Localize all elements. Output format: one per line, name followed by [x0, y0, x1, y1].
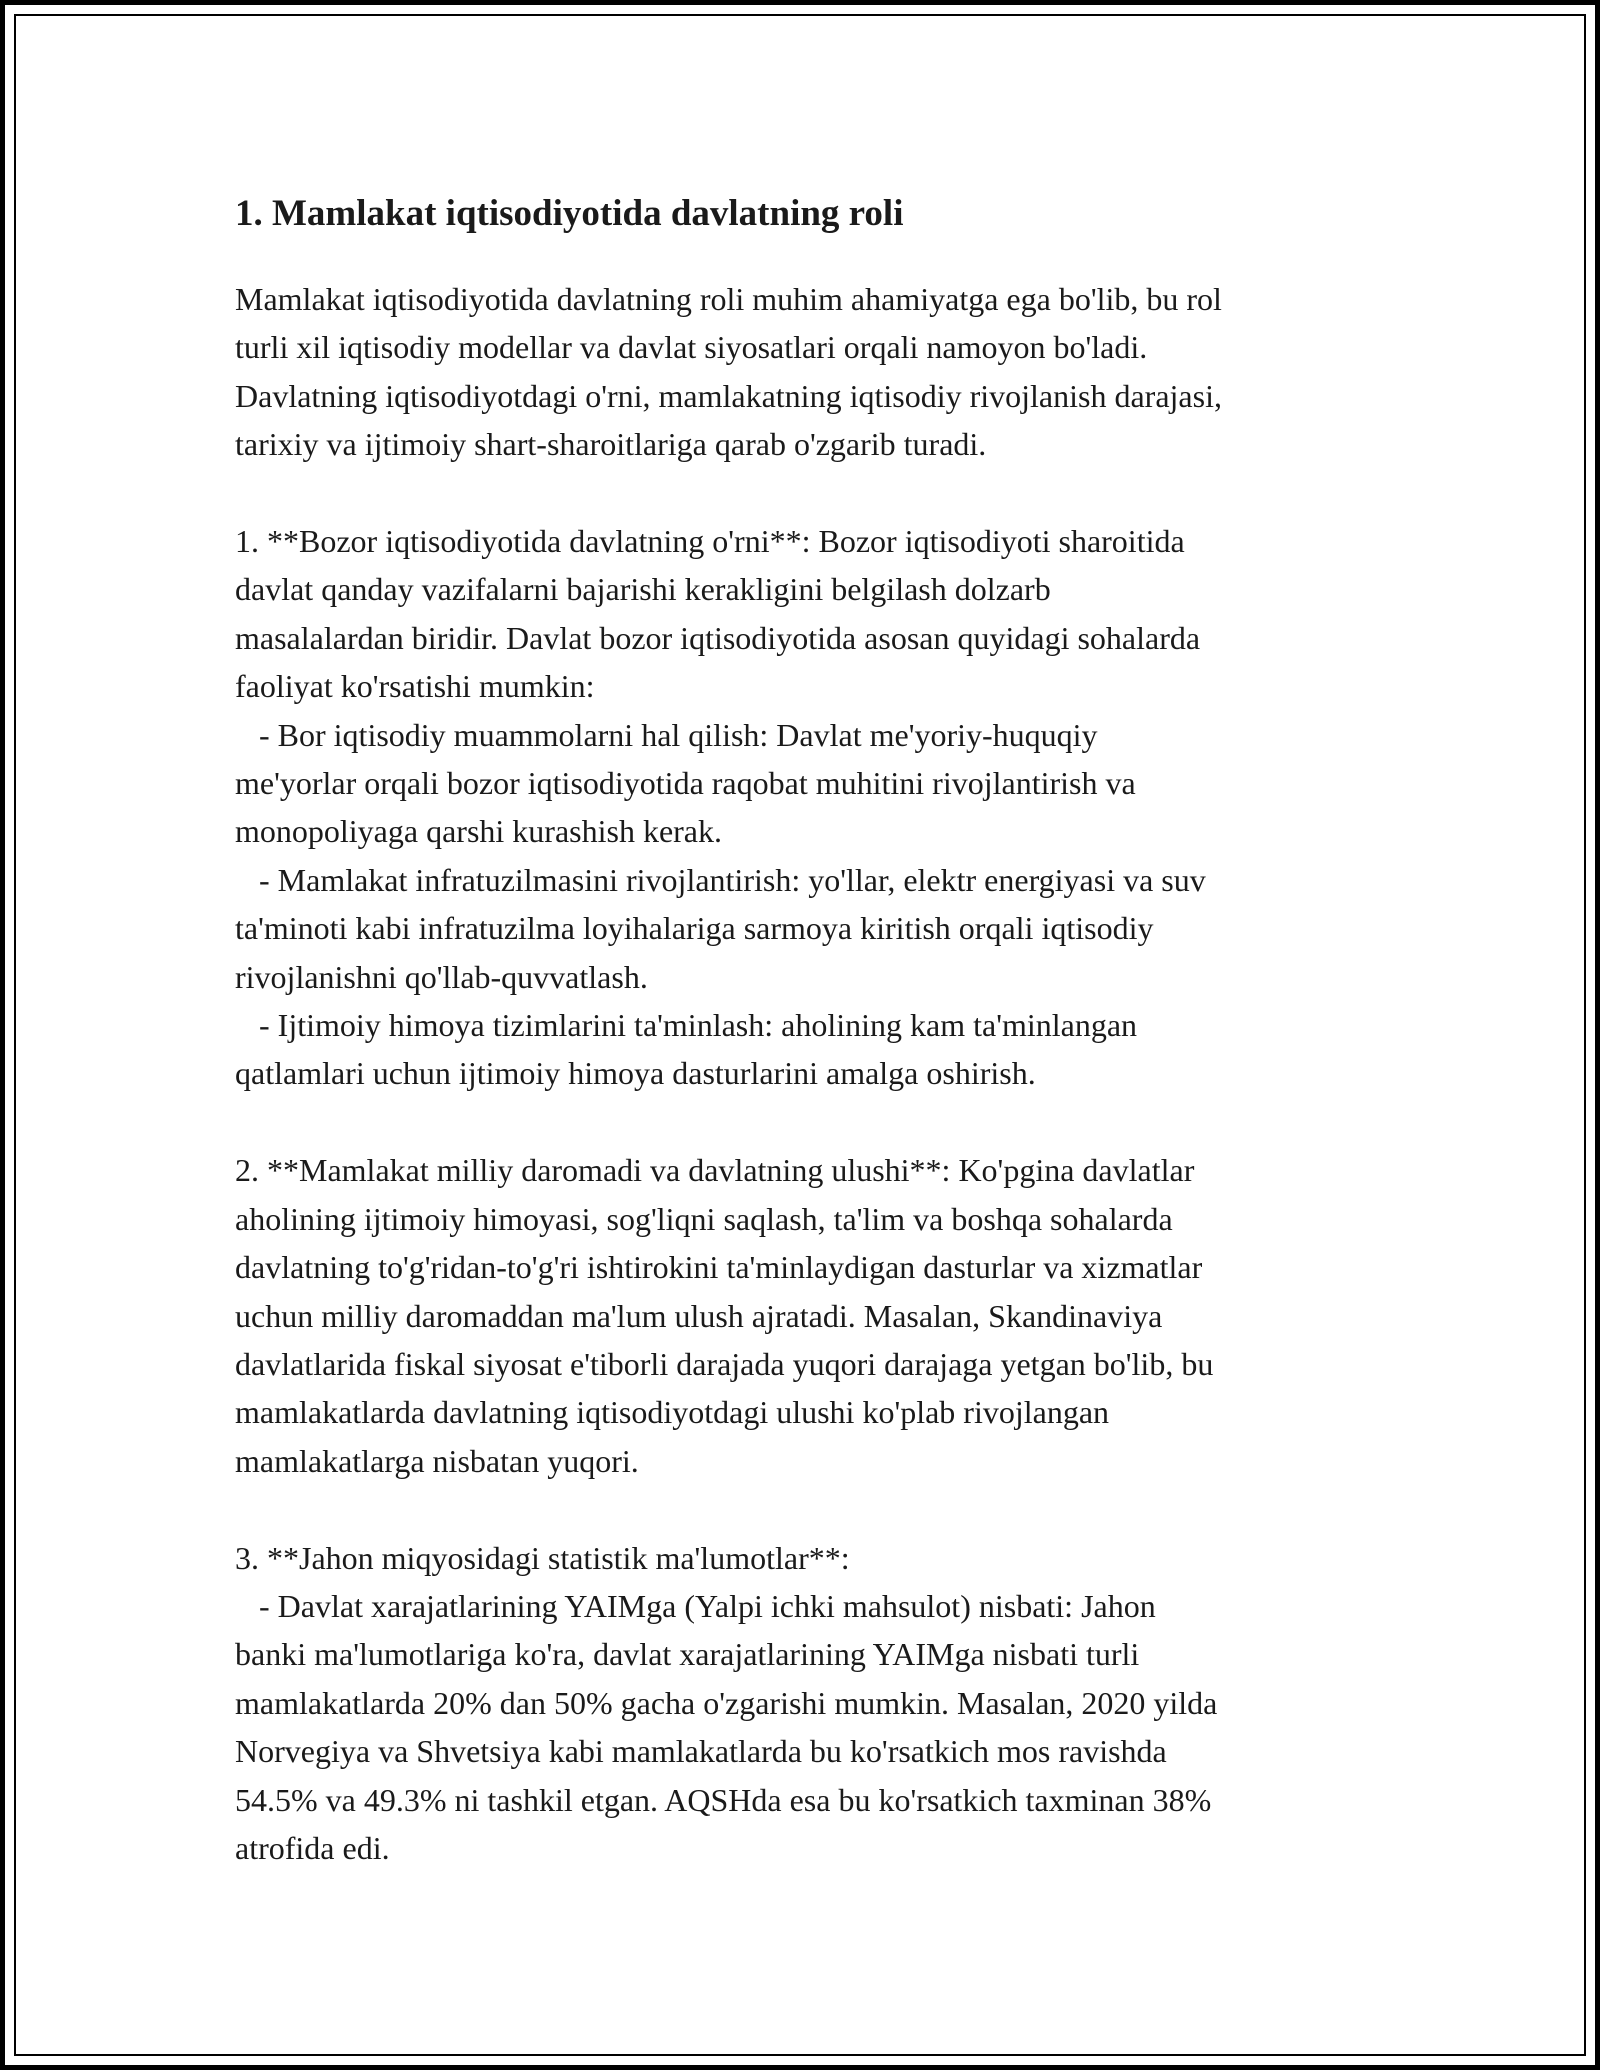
section-1-line: qatlamlari uchun ijtimoiy himoya dasturlarini amalga oshirish.	[235, 1055, 1036, 1092]
section-3-line: atrofida edi.	[235, 1829, 390, 1866]
section-3-line: mamlakatlarda 20% dan 50% gacha o'zgarishi mumkin. Masalan, 2020 yilda	[235, 1684, 1218, 1721]
section-1-line: 1. **Bozor iqtisodiyotida davlatning o'rni**: Bozor iqtisodiyoti sharoitida	[235, 523, 1185, 560]
intro-paragraph	[235, 275, 1395, 469]
section-1-line: masalalardan biridir. Davlat bozor iqtisodiyotida asosan quyidagi sohalarda	[235, 619, 1201, 656]
section-2-line: 2. **Mamlakat milliy daromadi va davlatning ulushi**: Ko'pgina davlatlar	[235, 1152, 1195, 1189]
section-1-line: faoliyat ko'rsatishi mumkin:	[235, 668, 595, 705]
section-3-line: 3. **Jahon miqyosidagi statistik ma'lumotlar**:	[235, 1539, 850, 1576]
section-3-line: Norvegiya va Shvetsiya kabi mamlakatlarda bu ko'rsatkich mos ravishda	[235, 1733, 1167, 1770]
section-1-line: - Bor iqtisodiy muammolarni hal qilish: Davlat me'yoriy-huquqiy	[235, 716, 1098, 753]
section-2-line: davlatlarida fiskal siyosat e'tiborli darajada yuqori darajaga yetgan bo'lib, bu	[235, 1345, 1214, 1382]
section-2-line: aholining ijtimoiy himoyasi, sog'liqni saqlash, ta'lim va boshqa sohalarda	[235, 1200, 1173, 1237]
paragraph-gap	[235, 1485, 1395, 1533]
intro-line: turli xil iqtisodiy modellar va davlat siyosatlari orqali namoyon bo'ladi.	[235, 329, 1148, 366]
document-body	[235, 185, 1395, 1872]
section-3-paragraph	[235, 1534, 1395, 1873]
section-1-paragraph	[235, 517, 1395, 1098]
section-2-line: uchun milliy daromaddan ma'lum ulush ajratadi. Masalan, Skandinaviya	[235, 1297, 1163, 1334]
document-title: 1. Mamlakat iqtisodiyotida davlatning roli	[235, 193, 904, 234]
section-2-line: mamlakatlarga nisbatan yuqori.	[235, 1442, 639, 1479]
paragraph-gap	[235, 469, 1395, 517]
section-1-line: davlat qanday vazifalarni bajarishi kerakligini belgilash dolzarb	[235, 571, 1051, 608]
section-1-line: rivojlanishni qo'llab-quvvatlash.	[235, 958, 648, 995]
section-1-line: - Ijtimoiy himoya tizimlarini ta'minlash: aholining kam ta'minlangan	[235, 1007, 1138, 1044]
section-2-line: davlatning to'g'ridan-to'g'ri ishtirokini ta'minlaydigan dasturlar va xizmatlar	[235, 1249, 1203, 1286]
intro-line: Mamlakat iqtisodiyotida davlatning roli muhim ahamiyatga ega bo'lib, bu rol	[235, 281, 1222, 317]
section-2-line: mamlakatlarda davlatning iqtisodiyotdagi ulushi ko'plab rivojlangan	[235, 1394, 1110, 1431]
section-1-line: - Mamlakat infratuzilmasini rivojlantirish: yo'llar, elektr energiyasi va suv	[235, 861, 1206, 898]
section-1-line: me'yorlar orqali bozor iqtisodiyotida raqobat muhitini rivojlantirish va	[235, 765, 1136, 802]
section-1-line: ta'minoti kabi infratuzilma loyihalariga sarmoya kiritish orqali iqtisodiy	[235, 910, 1154, 947]
section-3-line: - Davlat xarajatlarining YAIMga (Yalpi ichki mahsulot) nisbati: Jahon	[235, 1587, 1156, 1624]
intro-line: tarixiy va ijtimoiy shart-sharoitlariga qarab o'zgarib turadi.	[235, 426, 987, 463]
paragraph-gap	[235, 1098, 1395, 1146]
section-1-line: monopoliyaga qarshi kurashish kerak.	[235, 813, 722, 850]
section-3-line: banki ma'lumotlariga ko'ra, davlat xarajatlarining YAIMga nisbati turli	[235, 1636, 1140, 1673]
intro-line: Davlatning iqtisodiyotdagi o'rni, mamlakatning iqtisodiy rivojlanish darajasi,	[235, 377, 1222, 414]
section-2-paragraph	[235, 1146, 1395, 1485]
section-3-line: 54.5% va 49.3% ni tashkil etgan. AQSHda esa bu ko'rsatkich taxminan 38%	[235, 1781, 1212, 1818]
